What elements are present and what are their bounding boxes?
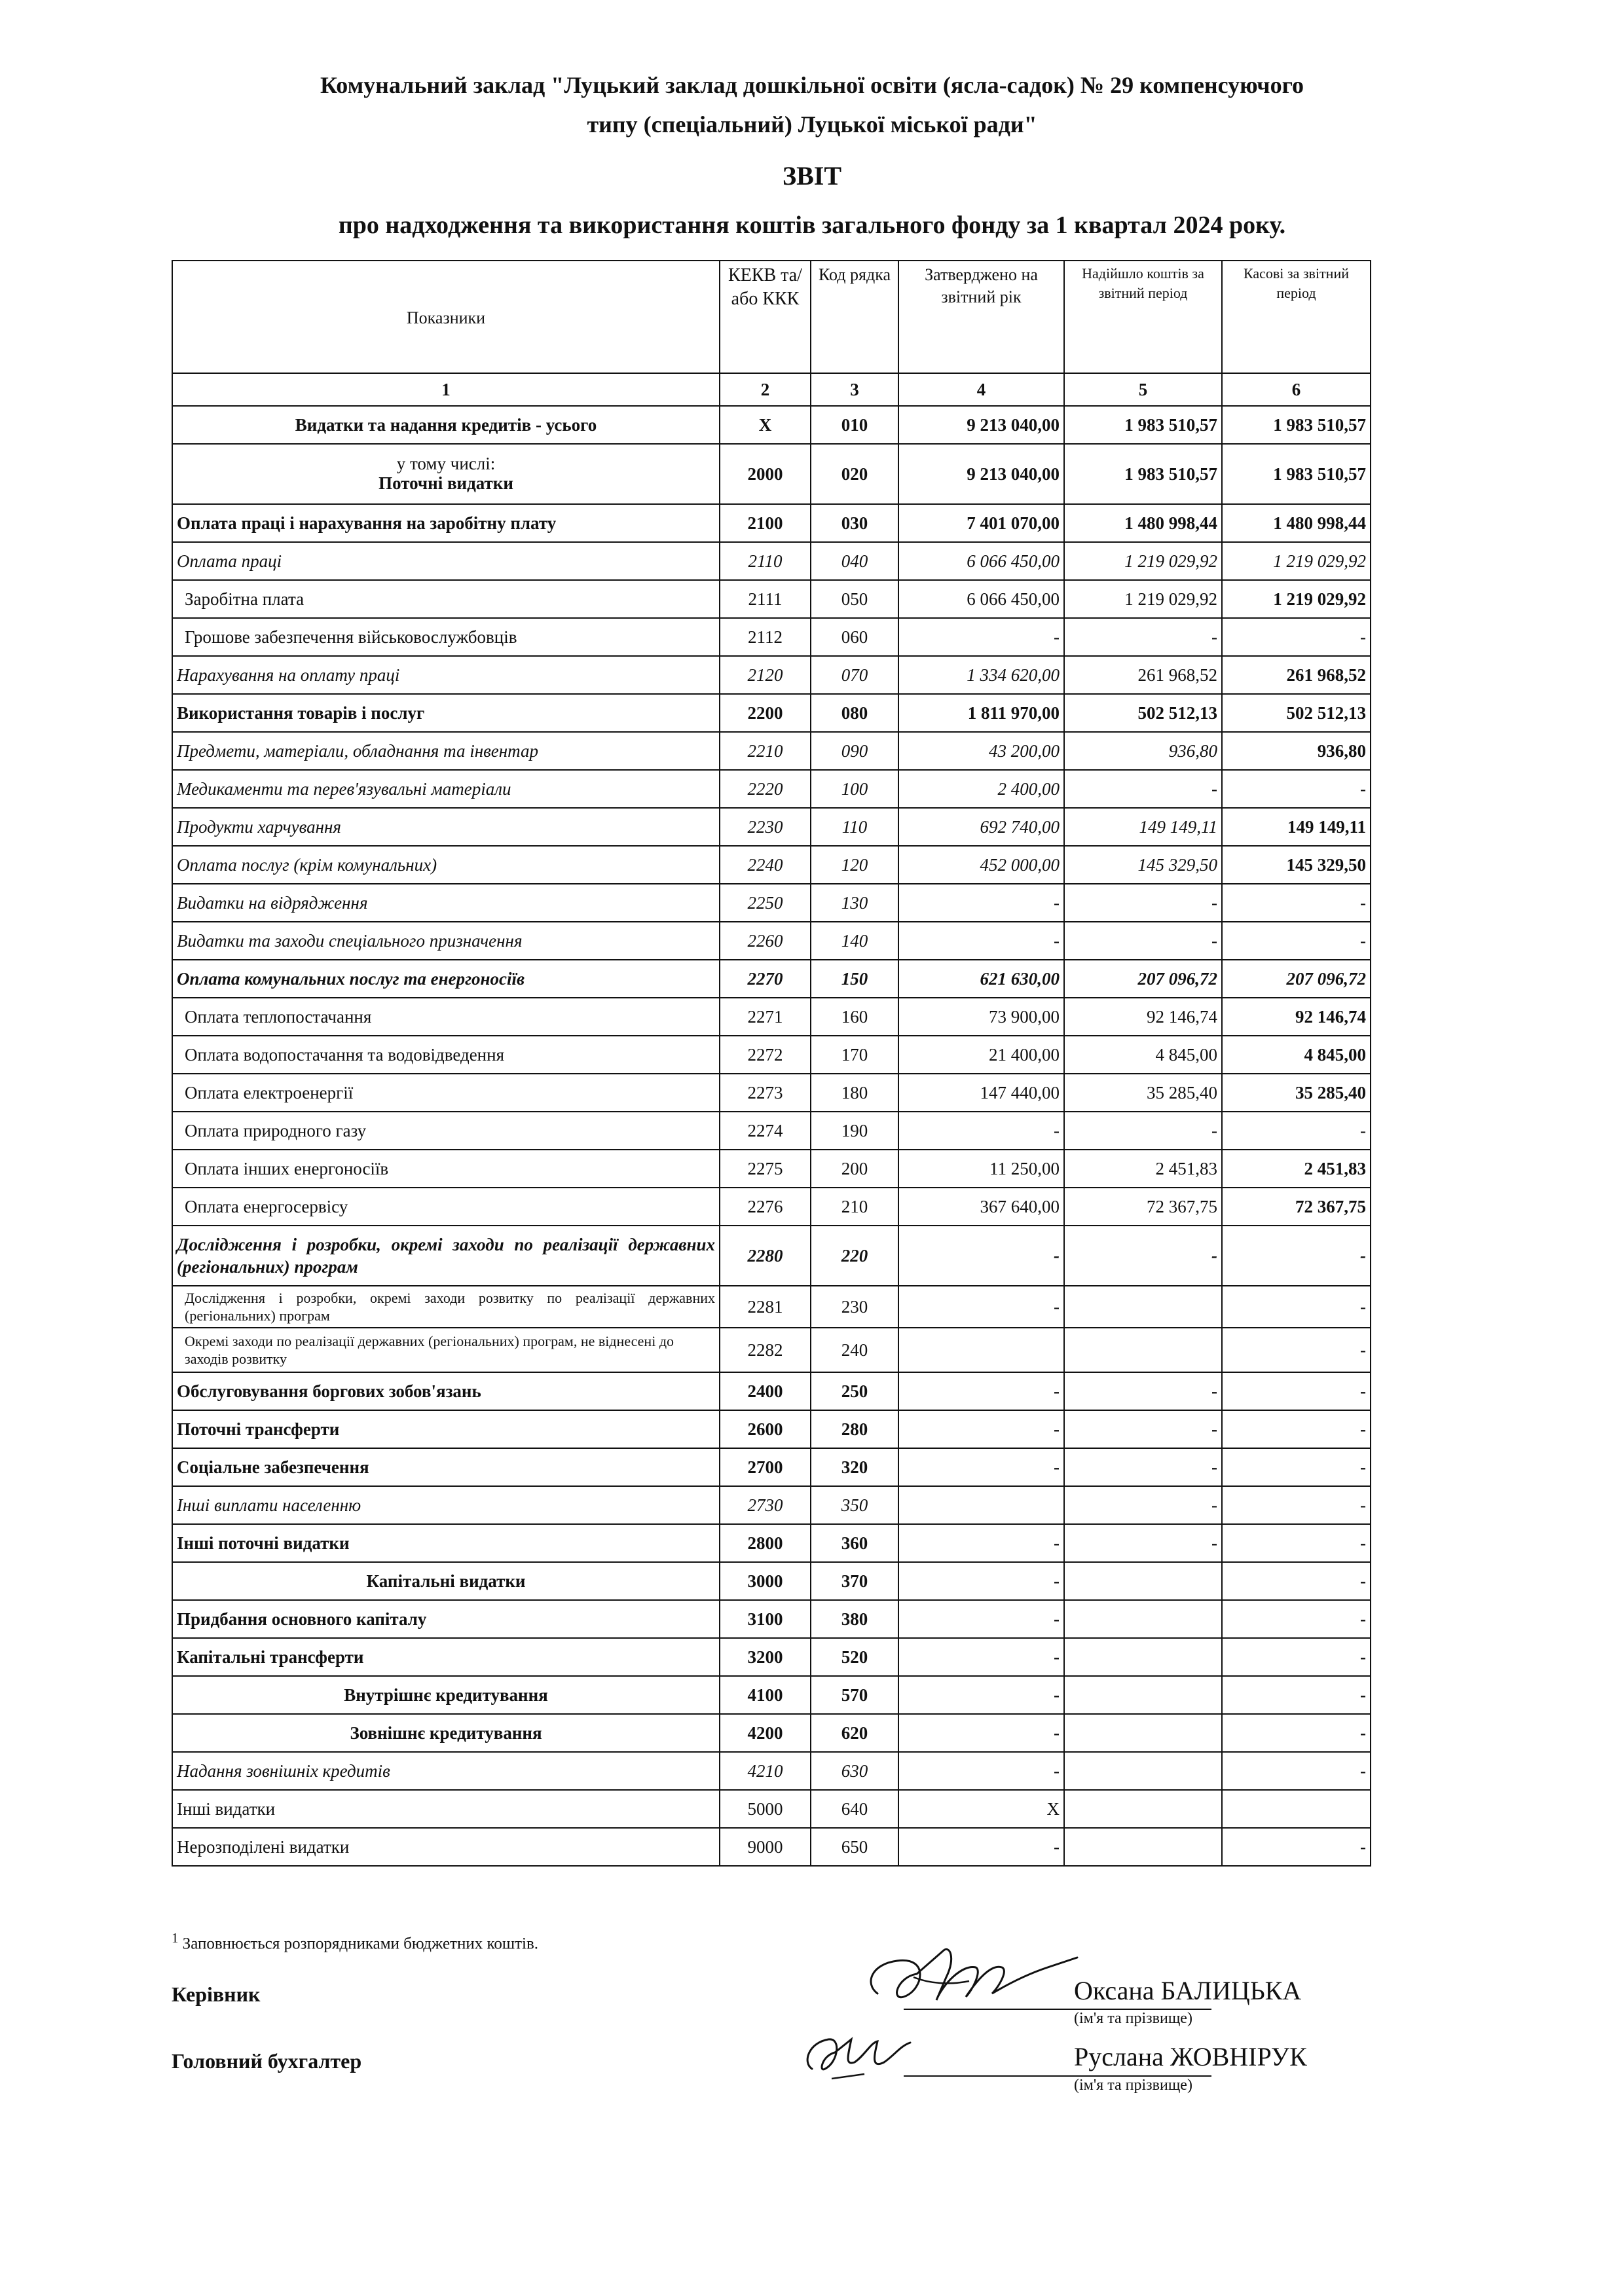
row-approved: - xyxy=(898,1638,1064,1676)
row-cash: 207 096,72 xyxy=(1222,960,1371,998)
column-number: 3 xyxy=(811,373,898,406)
row-received: - xyxy=(1064,1524,1222,1562)
row-received: 4 845,00 xyxy=(1064,1036,1222,1074)
row-code: 360 xyxy=(811,1524,898,1562)
row-kekv: 2275 xyxy=(720,1150,811,1188)
row-cash: - xyxy=(1222,1410,1371,1448)
column-header-indicator: Показники xyxy=(172,261,720,373)
column-number-row xyxy=(172,373,1371,406)
row-approved: X xyxy=(898,1790,1064,1828)
row-kekv: 2600 xyxy=(720,1410,811,1448)
row-received xyxy=(1064,1600,1222,1638)
row-cash: 72 367,75 xyxy=(1222,1188,1371,1226)
row-code: 010 xyxy=(811,406,898,444)
row-approved: - xyxy=(898,618,1064,656)
row-kekv: 2210 xyxy=(720,732,811,770)
row-received xyxy=(1064,1328,1222,1372)
accountant-label: Головний бухгалтер xyxy=(172,2049,362,2073)
table-row xyxy=(172,846,1371,884)
row-code: 170 xyxy=(811,1036,898,1074)
row-cash: 1 480 998,44 xyxy=(1222,504,1371,542)
row-indicator: Дослідження і розробки, окремі заходи розвитку по реалізації державних (регіональних) програм xyxy=(172,1286,720,1328)
row-approved: 621 630,00 xyxy=(898,960,1064,998)
table-row xyxy=(172,1036,1371,1074)
row-kekv: 2700 xyxy=(720,1448,811,1486)
table-row xyxy=(172,1328,1371,1372)
table-row xyxy=(172,1074,1371,1112)
row-indicator: Оплата послуг (крім комунальних) xyxy=(172,846,720,884)
row-kekv: 2200 xyxy=(720,694,811,732)
row-kekv: 9000 xyxy=(720,1828,811,1866)
row-code: 640 xyxy=(811,1790,898,1828)
row-code: 370 xyxy=(811,1562,898,1600)
table-row xyxy=(172,1486,1371,1524)
row-indicator xyxy=(172,444,720,504)
row-received xyxy=(1064,1562,1222,1600)
row-code: 090 xyxy=(811,732,898,770)
row-kekv: 4200 xyxy=(720,1714,811,1752)
column-header-code: Код рядка xyxy=(811,261,898,373)
row-kekv: 4100 xyxy=(720,1676,811,1714)
row-cash: 261 968,52 xyxy=(1222,656,1371,694)
row-kekv: 2110 xyxy=(720,542,811,580)
table-row xyxy=(172,1790,1371,1828)
table-header-row xyxy=(172,261,1371,373)
column-header-received: Надійшло коштів за звітний період xyxy=(1064,261,1222,373)
table-row xyxy=(172,542,1371,580)
row-kekv: 2120 xyxy=(720,656,811,694)
row-kekv: 3200 xyxy=(720,1638,811,1676)
row-code: 210 xyxy=(811,1188,898,1226)
table-row xyxy=(172,808,1371,846)
row-code: 280 xyxy=(811,1410,898,1448)
row-received: 936,80 xyxy=(1064,732,1222,770)
table-row xyxy=(172,922,1371,960)
row-cash: - xyxy=(1222,1600,1371,1638)
row-indicator-main: Поточні видатки xyxy=(378,473,513,493)
row-kekv: 2280 xyxy=(720,1226,811,1286)
row-approved: - xyxy=(898,1112,1064,1150)
head-label: Керівник xyxy=(172,1982,261,2006)
row-code: 350 xyxy=(811,1486,898,1524)
accountant-name-hint: (ім'я та прізвище) xyxy=(1074,2077,1192,2094)
row-received: 72 367,75 xyxy=(1064,1188,1222,1226)
row-kekv: 2100 xyxy=(720,504,811,542)
table-row xyxy=(172,1676,1371,1714)
row-received xyxy=(1064,1286,1222,1328)
row-code: 380 xyxy=(811,1600,898,1638)
row-cash: 4 845,00 xyxy=(1222,1036,1371,1074)
table-row xyxy=(172,1188,1371,1226)
accountant-name: Руслана ЖОВНІРУК xyxy=(1074,2042,1307,2071)
table-row xyxy=(172,1448,1371,1486)
row-indicator: Надання зовнішніх кредитів xyxy=(172,1752,720,1790)
row-cash: 1 219 029,92 xyxy=(1222,580,1371,618)
report-title: ЗВІТ xyxy=(782,161,842,191)
row-code: 120 xyxy=(811,846,898,884)
row-indicator: Обслуговування боргових зобов'язань xyxy=(172,1372,720,1410)
row-cash: - xyxy=(1222,770,1371,808)
table-row xyxy=(172,732,1371,770)
row-received xyxy=(1064,1752,1222,1790)
table-row xyxy=(172,884,1371,922)
row-cash: - xyxy=(1222,1676,1371,1714)
row-cash: - xyxy=(1222,1562,1371,1600)
row-approved: 73 900,00 xyxy=(898,998,1064,1036)
organization-line-2: типу (спеціальний) Луцької міської ради" xyxy=(587,111,1037,137)
row-code: 230 xyxy=(811,1286,898,1328)
row-received: - xyxy=(1064,1112,1222,1150)
table-row xyxy=(172,1752,1371,1790)
row-received: 1 983 510,57 xyxy=(1064,444,1222,504)
row-received xyxy=(1064,1676,1222,1714)
row-indicator: Оплата теплопостачання xyxy=(172,998,720,1036)
row-code: 070 xyxy=(811,656,898,694)
row-kekv: 3100 xyxy=(720,1600,811,1638)
row-kekv: 2270 xyxy=(720,960,811,998)
row-cash: - xyxy=(1222,1448,1371,1486)
column-number: 6 xyxy=(1222,373,1371,406)
row-kekv: 2271 xyxy=(720,998,811,1036)
row-cash: - xyxy=(1222,1486,1371,1524)
row-indicator: Оплата інших енергоносіїв xyxy=(172,1150,720,1188)
row-approved: - xyxy=(898,1410,1064,1448)
row-cash: - xyxy=(1222,1226,1371,1286)
row-approved: 9 213 040,00 xyxy=(898,406,1064,444)
head-name-hint: (ім'я та прізвище) xyxy=(1074,2010,1192,2027)
row-indicator: Інші видатки xyxy=(172,1790,720,1828)
row-cash: - xyxy=(1222,1828,1371,1866)
row-indicator: Видатки та заходи спеціального призначення xyxy=(172,922,720,960)
row-indicator: Оплата комунальних послуг та енергоносіїв xyxy=(172,960,720,998)
table-row xyxy=(172,580,1371,618)
column-number: 2 xyxy=(720,373,811,406)
row-received: - xyxy=(1064,884,1222,922)
row-kekv: 2112 xyxy=(720,618,811,656)
row-cash: 92 146,74 xyxy=(1222,998,1371,1036)
row-kekv: 2730 xyxy=(720,1486,811,1524)
row-kekv: 2276 xyxy=(720,1188,811,1226)
row-cash: 502 512,13 xyxy=(1222,694,1371,732)
row-received: - xyxy=(1064,770,1222,808)
row-cash: - xyxy=(1222,1524,1371,1562)
row-received xyxy=(1064,1828,1222,1866)
row-cash: - xyxy=(1222,1328,1371,1372)
row-approved: - xyxy=(898,1714,1064,1752)
row-cash: - xyxy=(1222,1714,1371,1752)
row-kekv: 2400 xyxy=(720,1372,811,1410)
row-kekv: 2230 xyxy=(720,808,811,846)
row-cash: 145 329,50 xyxy=(1222,846,1371,884)
table-row xyxy=(172,444,1371,504)
row-received: 261 968,52 xyxy=(1064,656,1222,694)
row-kekv: 2220 xyxy=(720,770,811,808)
table-row xyxy=(172,656,1371,694)
report-subtitle: про надходження та використання коштів загального фонду за 1 квартал 2024 року. xyxy=(338,211,1286,239)
row-received: 145 329,50 xyxy=(1064,846,1222,884)
row-kekv: 2281 xyxy=(720,1286,811,1328)
table-row xyxy=(172,1410,1371,1448)
footnote xyxy=(172,1930,538,1953)
table-row xyxy=(172,1638,1371,1676)
row-indicator: Капітальні видатки xyxy=(172,1562,720,1600)
row-code: 110 xyxy=(811,808,898,846)
footnote-text: Заповнюється розпорядниками бюджетних коштів. xyxy=(182,1935,539,1953)
table-row xyxy=(172,618,1371,656)
row-code: 040 xyxy=(811,542,898,580)
row-code: 200 xyxy=(811,1150,898,1188)
row-approved: 43 200,00 xyxy=(898,732,1064,770)
row-indicator: Дослідження і розробки, окремі заходи по реалізації державних (регіональних) програм xyxy=(172,1226,720,1286)
row-indicator: Оплата електроенергії xyxy=(172,1074,720,1112)
row-approved: - xyxy=(898,1226,1064,1286)
row-cash: - xyxy=(1222,618,1371,656)
row-approved: 9 213 040,00 xyxy=(898,444,1064,504)
row-approved: 2 400,00 xyxy=(898,770,1064,808)
row-received: - xyxy=(1064,1372,1222,1410)
row-cash: 149 149,11 xyxy=(1222,808,1371,846)
table-row xyxy=(172,694,1371,732)
row-cash: 2 451,83 xyxy=(1222,1150,1371,1188)
table-row xyxy=(172,1286,1371,1328)
row-code: 030 xyxy=(811,504,898,542)
table-row xyxy=(172,1524,1371,1562)
row-code: 150 xyxy=(811,960,898,998)
row-approved: 367 640,00 xyxy=(898,1188,1064,1226)
footnote-mark: 1 xyxy=(172,1930,179,1946)
row-kekv: 2260 xyxy=(720,922,811,960)
table-row xyxy=(172,1562,1371,1600)
row-code: 020 xyxy=(811,444,898,504)
row-code: 130 xyxy=(811,884,898,922)
row-kekv: 2273 xyxy=(720,1074,811,1112)
row-indicator: Нарахування на оплату праці xyxy=(172,656,720,694)
row-kekv: 2800 xyxy=(720,1524,811,1562)
row-cash: - xyxy=(1222,1638,1371,1676)
row-code: 520 xyxy=(811,1638,898,1676)
row-indicator: Окремі заходи по реалізації державних (регіональних) програм, не віднесені до заходів розвитку xyxy=(172,1328,720,1372)
organization-name xyxy=(0,65,1624,144)
row-received: 502 512,13 xyxy=(1064,694,1222,732)
row-cash: 936,80 xyxy=(1222,732,1371,770)
row-cash: 1 983 510,57 xyxy=(1222,406,1371,444)
row-code: 050 xyxy=(811,580,898,618)
row-received: - xyxy=(1064,618,1222,656)
row-approved: - xyxy=(898,1676,1064,1714)
row-cash: - xyxy=(1222,1752,1371,1790)
row-received: 1 480 998,44 xyxy=(1064,504,1222,542)
row-indicator: Оплата праці і нарахування на заробітну плату xyxy=(172,504,720,542)
row-code: 100 xyxy=(811,770,898,808)
row-indicator: Продукти харчування xyxy=(172,808,720,846)
row-indicator: Інші поточні видатки xyxy=(172,1524,720,1562)
row-code: 650 xyxy=(811,1828,898,1866)
row-kekv: 2272 xyxy=(720,1036,811,1074)
row-received: 149 149,11 xyxy=(1064,808,1222,846)
column-header-cash: Касові за звітний період xyxy=(1222,261,1371,373)
row-code: 160 xyxy=(811,998,898,1036)
row-received: - xyxy=(1064,1410,1222,1448)
row-approved xyxy=(898,1328,1064,1372)
row-received: - xyxy=(1064,922,1222,960)
table-row xyxy=(172,1150,1371,1188)
row-indicator: Нерозподілені видатки xyxy=(172,1828,720,1866)
row-approved: 7 401 070,00 xyxy=(898,504,1064,542)
row-kekv: X xyxy=(720,406,811,444)
row-indicator: Інші виплати населенню xyxy=(172,1486,720,1524)
accountant-signature-icon xyxy=(792,2016,930,2088)
row-approved xyxy=(898,1486,1064,1524)
table-row xyxy=(172,1828,1371,1866)
row-kekv: 2111 xyxy=(720,580,811,618)
row-indicator-sub: у тому числі: xyxy=(396,454,496,473)
row-approved: 452 000,00 xyxy=(898,846,1064,884)
row-approved: - xyxy=(898,884,1064,922)
table-row xyxy=(172,1226,1371,1286)
row-approved: - xyxy=(898,1524,1064,1562)
row-code: 140 xyxy=(811,922,898,960)
row-cash: 35 285,40 xyxy=(1222,1074,1371,1112)
row-received: 1 219 029,92 xyxy=(1064,580,1222,618)
row-kekv: 2240 xyxy=(720,846,811,884)
row-approved: 1 334 620,00 xyxy=(898,656,1064,694)
row-kekv: 5000 xyxy=(720,1790,811,1828)
row-kekv: 3000 xyxy=(720,1562,811,1600)
table-row xyxy=(172,406,1371,444)
row-indicator: Грошове забезпечення військовослужбовців xyxy=(172,618,720,656)
row-kekv: 2000 xyxy=(720,444,811,504)
row-indicator: Соціальне забезпечення xyxy=(172,1448,720,1486)
row-code: 190 xyxy=(811,1112,898,1150)
row-approved: - xyxy=(898,1828,1064,1866)
row-approved: - xyxy=(898,922,1064,960)
row-indicator: Капітальні трансферти xyxy=(172,1638,720,1676)
table-row xyxy=(172,1714,1371,1752)
row-received: 1 219 029,92 xyxy=(1064,542,1222,580)
column-number: 5 xyxy=(1064,373,1222,406)
row-indicator: Зовнішнє кредитування xyxy=(172,1714,720,1752)
row-approved: - xyxy=(898,1448,1064,1486)
table-row xyxy=(172,998,1371,1036)
row-code: 080 xyxy=(811,694,898,732)
row-received xyxy=(1064,1714,1222,1752)
row-kekv: 2274 xyxy=(720,1112,811,1150)
row-approved: 11 250,00 xyxy=(898,1150,1064,1188)
row-code: 240 xyxy=(811,1328,898,1372)
row-approved: 6 066 450,00 xyxy=(898,542,1064,580)
row-indicator: Придбання основного капіталу xyxy=(172,1600,720,1638)
row-received: 35 285,40 xyxy=(1064,1074,1222,1112)
row-indicator: Видатки на відрядження xyxy=(172,884,720,922)
column-header-kekv: КЕКВ та/або ККК xyxy=(720,261,811,373)
row-cash: - xyxy=(1222,884,1371,922)
table-row xyxy=(172,770,1371,808)
table-row xyxy=(172,1372,1371,1410)
row-code: 620 xyxy=(811,1714,898,1752)
column-header-approved: Затверджено на звітний рік xyxy=(898,261,1064,373)
row-approved: - xyxy=(898,1286,1064,1328)
row-indicator: Використання товарів і послуг xyxy=(172,694,720,732)
row-code: 060 xyxy=(811,618,898,656)
row-code: 320 xyxy=(811,1448,898,1486)
row-kekv: 2282 xyxy=(720,1328,811,1372)
row-cash xyxy=(1222,1790,1371,1828)
row-kekv: 4210 xyxy=(720,1752,811,1790)
row-cash: - xyxy=(1222,922,1371,960)
row-received: 92 146,74 xyxy=(1064,998,1222,1036)
row-approved: - xyxy=(898,1372,1064,1410)
row-approved: 21 400,00 xyxy=(898,1036,1064,1074)
row-indicator: Предмети, матеріали, обладнання та інвентар xyxy=(172,732,720,770)
row-approved: 6 066 450,00 xyxy=(898,580,1064,618)
row-received: 207 096,72 xyxy=(1064,960,1222,998)
row-indicator: Поточні трансферти xyxy=(172,1410,720,1448)
row-code: 250 xyxy=(811,1372,898,1410)
row-cash: - xyxy=(1222,1112,1371,1150)
row-received: - xyxy=(1064,1486,1222,1524)
row-received: 1 983 510,57 xyxy=(1064,406,1222,444)
row-received: - xyxy=(1064,1448,1222,1486)
row-kekv: 2250 xyxy=(720,884,811,922)
table-row xyxy=(172,504,1371,542)
row-cash: - xyxy=(1222,1286,1371,1328)
head-signature-icon xyxy=(851,1938,1087,2016)
row-indicator: Медикаменти та перев'язувальні матеріали xyxy=(172,770,720,808)
row-received: - xyxy=(1064,1226,1222,1286)
column-number: 4 xyxy=(898,373,1064,406)
row-code: 630 xyxy=(811,1752,898,1790)
organization-line-1: Комунальний заклад "Луцький заклад дошкільної освіти (ясла-садок) № 29 компенсуючого xyxy=(320,72,1304,98)
row-indicator: Внутрішнє кредитування xyxy=(172,1676,720,1714)
row-indicator: Оплата енергосервісу xyxy=(172,1188,720,1226)
table-row xyxy=(172,1600,1371,1638)
table-row xyxy=(172,1112,1371,1150)
row-cash: - xyxy=(1222,1372,1371,1410)
report-table xyxy=(172,260,1371,1867)
row-indicator: Заробітна плата xyxy=(172,580,720,618)
column-number: 1 xyxy=(172,373,720,406)
row-approved: 1 811 970,00 xyxy=(898,694,1064,732)
row-cash: 1 219 029,92 xyxy=(1222,542,1371,580)
row-approved: - xyxy=(898,1562,1064,1600)
row-code: 570 xyxy=(811,1676,898,1714)
row-indicator: Видатки та надання кредитів - усього xyxy=(172,406,720,444)
row-received xyxy=(1064,1790,1222,1828)
table-row xyxy=(172,960,1371,998)
row-received xyxy=(1064,1638,1222,1676)
row-code: 180 xyxy=(811,1074,898,1112)
row-received: 2 451,83 xyxy=(1064,1150,1222,1188)
row-approved: 692 740,00 xyxy=(898,808,1064,846)
row-approved: - xyxy=(898,1752,1064,1790)
row-approved: 147 440,00 xyxy=(898,1074,1064,1112)
row-cash: 1 983 510,57 xyxy=(1222,444,1371,504)
row-indicator: Оплата природного газу xyxy=(172,1112,720,1150)
head-name: Оксана БАЛИЦЬКА xyxy=(1074,1976,1302,2005)
row-approved: - xyxy=(898,1600,1064,1638)
row-indicator: Оплата водопостачання та водовідведення xyxy=(172,1036,720,1074)
row-code: 220 xyxy=(811,1226,898,1286)
row-indicator: Оплата праці xyxy=(172,542,720,580)
